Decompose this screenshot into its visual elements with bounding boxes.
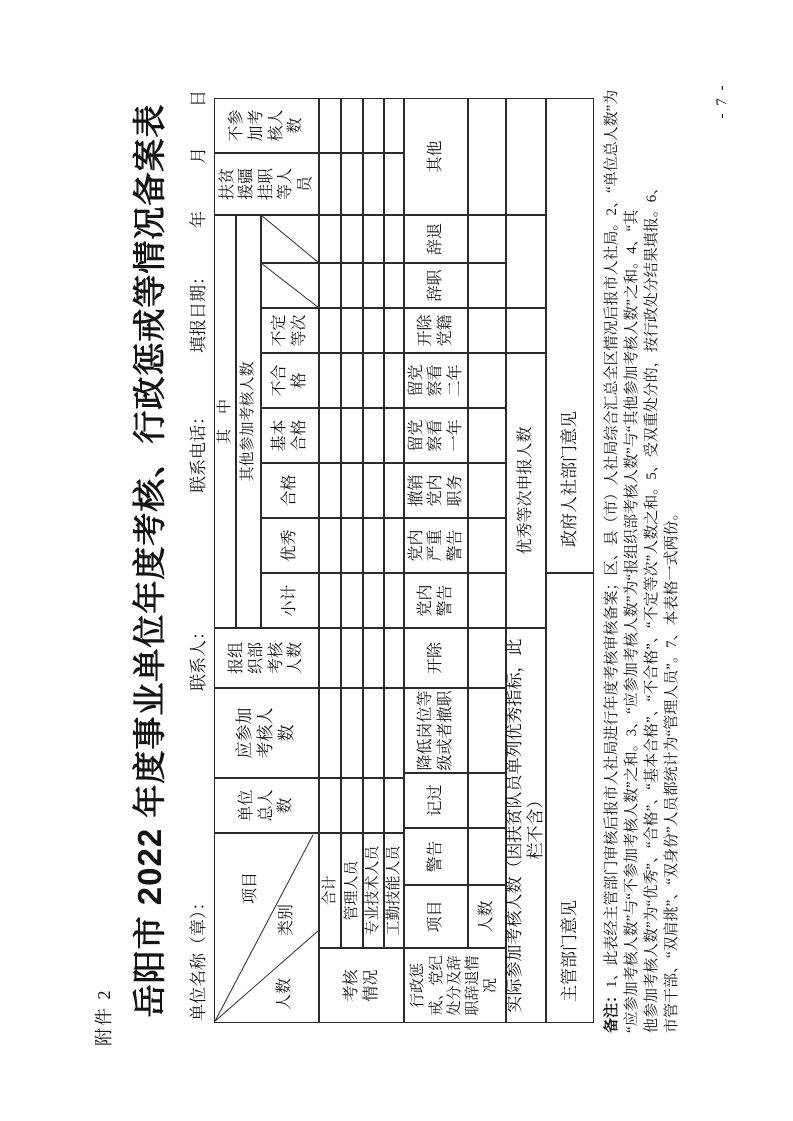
header-probation-one-year: 留党察看一年	[404, 408, 468, 463]
unit-name-label: 单位名称（章）：	[189, 893, 208, 1021]
table-cell-empty	[384, 518, 404, 573]
table-cell-empty	[468, 215, 506, 263]
table-cell-empty	[384, 463, 404, 518]
diagonal-slash	[262, 216, 318, 262]
box-supervisor-opinion: 主管部门意见	[546, 573, 594, 1023]
header-among-which: 其 中	[214, 215, 236, 628]
header-dismissal: 开除	[404, 628, 468, 688]
table-cell-empty	[341, 215, 363, 263]
table-cell-empty	[319, 573, 341, 628]
table-cell-empty	[363, 573, 384, 628]
table-cell-empty	[319, 215, 341, 263]
table-cell-empty	[506, 98, 546, 215]
table-cell-empty	[341, 463, 363, 518]
attachment-label: 附件 2	[94, 988, 114, 1046]
table-cell-empty	[363, 463, 384, 518]
table-cell-empty	[319, 98, 341, 153]
table-cell-empty	[341, 263, 363, 308]
group-assessment: 考核情况	[319, 948, 404, 1023]
header-not-attend: 不参加考核人数	[214, 98, 319, 153]
table-cell-empty	[384, 353, 404, 408]
header-should-attend: 应参加考核人数	[214, 688, 319, 778]
header-demerit: 记过	[404, 773, 468, 828]
row-label-management: 管理人员	[341, 833, 363, 948]
table-cell-empty	[319, 628, 341, 688]
table-cell-empty	[341, 98, 363, 153]
table-cell-empty	[468, 463, 506, 518]
header-org-dept-assess: 报组织部考核人数	[214, 628, 319, 688]
table-cell-empty	[341, 628, 363, 688]
month-label: 月	[189, 147, 208, 164]
table-cell-empty	[384, 215, 404, 263]
table-cell-empty	[468, 828, 506, 885]
table-cell-empty	[363, 353, 384, 408]
box-gov-hr-opinion: 政府人社部门意见	[546, 98, 594, 573]
header-subtotal: 小计	[261, 573, 319, 628]
record-table	[214, 98, 594, 1023]
row-label-total: 合计	[319, 833, 341, 948]
header-demotion: 降低岗位等级或者撤职	[404, 688, 468, 773]
page-number: - 7 -	[714, 83, 730, 119]
table-cell-empty	[384, 98, 404, 153]
corner-label-top: 项目	[242, 871, 259, 904]
table-cell-empty	[319, 353, 341, 408]
table-cell-empty	[319, 263, 341, 308]
day-label: 日	[189, 90, 208, 107]
header-party-warning: 党内警告	[404, 573, 468, 628]
row-label-count: 人数	[468, 885, 506, 948]
header-probation-two-year: 留党察看二年	[404, 353, 468, 408]
table-cell-empty	[363, 778, 384, 833]
form-title: 岳阳市 2022 年度事业单位年度考核、行政惩戒等情况备案表	[131, 103, 168, 1018]
header-expel-party: 开除党籍	[404, 308, 468, 353]
contact-label: 联系人：	[189, 623, 208, 691]
header-unqualified: 不合格	[261, 353, 319, 408]
table-cell-empty	[341, 573, 363, 628]
table-cell-empty	[468, 573, 506, 628]
table-cell-empty	[341, 518, 363, 573]
phone-label: 联系电话：	[189, 408, 208, 493]
table-cell-empty	[468, 308, 506, 353]
table-cell-empty	[384, 778, 404, 833]
table-cell-empty	[384, 263, 404, 308]
table-cell-empty	[319, 308, 341, 353]
table-cell-empty	[319, 463, 341, 518]
table-cell-empty	[468, 353, 506, 408]
header-unit-total: 单位总人数	[214, 778, 319, 833]
notes-block	[602, 83, 682, 1033]
table-cell-empty	[384, 153, 404, 215]
table-cell-empty	[363, 628, 384, 688]
diagonal-slash	[262, 264, 318, 307]
table-cell-empty	[341, 353, 363, 408]
table-cell-empty	[319, 518, 341, 573]
diagonal-cell	[261, 263, 319, 308]
table-cell-empty	[319, 688, 341, 778]
table-cell-empty	[341, 408, 363, 463]
table-cell-empty	[319, 153, 341, 215]
report-date-label: 填报日期：	[189, 268, 208, 353]
header-remove-party-post: 撤销党内职务	[404, 463, 468, 518]
corner-diagonal-lines	[215, 834, 318, 1022]
header-other: 其他	[404, 98, 468, 215]
header-poverty-secondment: 扶贫援疆挂职等人员	[214, 153, 319, 215]
table-cell-empty	[363, 263, 384, 308]
table-cell-empty	[468, 408, 506, 463]
table-cell-empty	[468, 628, 506, 688]
table-cell-empty	[319, 778, 341, 833]
note-line: “应参加考核人数”与“不参加考核人数”之和。3、“应参加考核人数”为“报组织部考核人数”与“其他参加考核人数”之和。4、“其	[624, 209, 640, 1033]
table-cell-empty	[384, 628, 404, 688]
group-discipline: 行政惩戒、党纪处分及辞职辞退情况	[404, 948, 506, 1023]
table-cell-empty	[468, 688, 506, 773]
header-no-grade: 不定等次	[261, 308, 319, 353]
row-label-skilled-worker: 工勤技能人员	[384, 833, 404, 948]
row-label-excellent-declare: 优秀等次申报人数	[506, 353, 546, 628]
table-cell-empty	[341, 688, 363, 778]
corner-label-bottom: 人数	[276, 977, 293, 1010]
table-cell-empty	[468, 263, 506, 308]
note-line: 市管干部、“双肩挑”、“双身份”人员都统计为“管理人员”。7、本表格一式两份。	[664, 505, 680, 1033]
header-excellent: 优秀	[261, 518, 319, 573]
table-cell-empty	[341, 153, 363, 215]
table-cell-empty	[384, 308, 404, 353]
note-line: 他参加考核人数”为“优秀”、“合格”、“基本合格”、“不合格”、“不定等次”人数之和。5、受双重处分的，按行政处分结果填报。6、	[644, 179, 660, 1033]
table-cell-empty	[506, 308, 546, 353]
header-qualified: 合格	[261, 463, 319, 518]
header-basic-qualified: 基本合格	[261, 408, 319, 463]
header-discharge: 辞退	[404, 215, 468, 263]
table-cell-empty	[363, 215, 384, 263]
table-cell-empty	[363, 688, 384, 778]
table-cell-empty	[506, 215, 546, 308]
corner-label-middle: 类别	[278, 903, 295, 936]
note-line: 备注：1、此表经主管部门审核后报市人社局进行年度考核审核备案；区、县（市）人社局综合汇总全区情况后报市人社局。2、“单位总人数”为	[603, 89, 620, 1033]
header-party-severe-warning: 党内严重警告	[404, 518, 468, 573]
table-cell-empty	[363, 153, 384, 215]
table-cell-empty	[384, 408, 404, 463]
header-resign: 辞职	[404, 263, 468, 308]
header-other-attend: 其他参加考核人数	[236, 215, 261, 628]
table-cell-empty	[384, 688, 404, 778]
notes-label: 备注：	[603, 987, 620, 1033]
table-cell-empty	[363, 308, 384, 353]
row-label-item: 项目	[404, 885, 468, 948]
table-cell-empty	[341, 308, 363, 353]
table-cell-empty	[468, 518, 506, 573]
table-cell-empty	[384, 573, 404, 628]
table-cell-empty	[319, 408, 341, 463]
corner-cell	[214, 833, 319, 1023]
table-cell-empty	[468, 98, 506, 215]
row-label-actual-attend: 实际参加考核人数（因扶贫队员单列优秀指标，此栏不含）	[506, 628, 546, 1023]
year-label: 年	[189, 211, 208, 228]
diagonal-cell	[261, 215, 319, 263]
table-cell-empty	[468, 773, 506, 828]
table-cell-empty	[363, 408, 384, 463]
row-label-professional: 专业技术人员	[363, 833, 384, 948]
header-warning: 警告	[404, 828, 468, 885]
table-cell-empty	[363, 98, 384, 153]
table-cell-empty	[341, 778, 363, 833]
table-cell-empty	[363, 518, 384, 573]
